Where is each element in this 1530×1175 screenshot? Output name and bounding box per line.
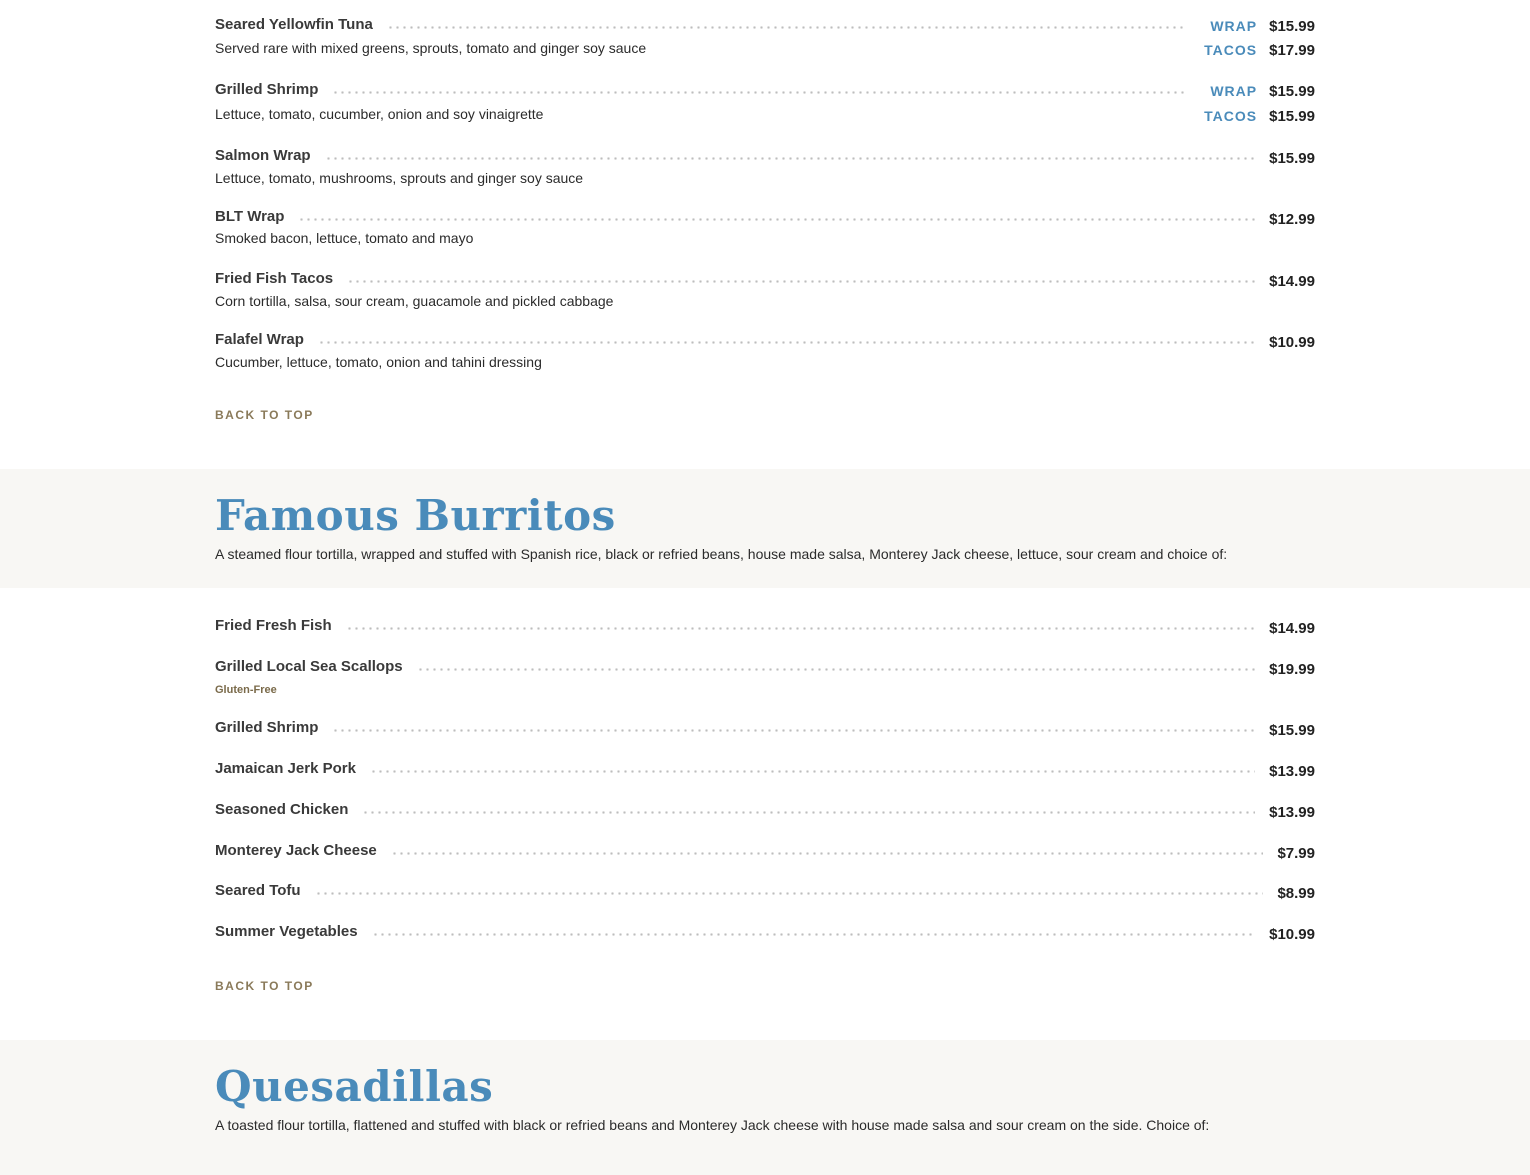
item-name: Jamaican Jerk Pork <box>215 760 356 777</box>
dot-leader <box>346 627 1255 630</box>
item-description: Served rare with mixed greens, sprouts, tomato and ginger soy sauce <box>215 40 647 56</box>
dot-leader <box>332 91 1184 94</box>
menu-item-salmon-wrap <box>215 145 1315 188</box>
menu-item-seared-yellowfin-tuna <box>215 14 1315 62</box>
item-name: Fried Fresh Fish <box>215 617 332 634</box>
menu-item-seared-tofu <box>215 880 1315 902</box>
back-to-top-link[interactable]: BACK TO TOP <box>215 979 314 993</box>
menu-item-seasoned-chicken <box>215 799 1315 821</box>
price-option-wrap <box>1210 14 1315 38</box>
price: $7.99 <box>1277 844 1315 862</box>
gluten-free-tag: Gluten-Free <box>215 684 277 696</box>
option-label: TACOS <box>1204 108 1258 124</box>
dot-leader <box>318 341 1255 344</box>
price: $14.99 <box>1269 619 1315 637</box>
menu-item-grilled-shrimp <box>215 717 1315 739</box>
option-label: WRAP <box>1210 83 1258 99</box>
menu-item-fried-fish-tacos <box>215 268 1315 311</box>
item-name: Grilled Shrimp <box>215 81 319 98</box>
dot-leader <box>372 933 1256 936</box>
dot-leader <box>325 157 1256 160</box>
menu-item-grilled-local-sea-scallops <box>215 656 1315 698</box>
item-name: Grilled Local Sea Scallops <box>215 658 403 675</box>
item-name: BLT Wrap <box>215 208 285 225</box>
menu-item-falafel-wrap <box>215 329 1315 372</box>
dot-leader <box>332 729 1255 732</box>
item-name: Monterey Jack Cheese <box>215 842 377 859</box>
item-name: Fried Fish Tacos <box>215 270 334 287</box>
price-option-tacos <box>1204 38 1315 62</box>
item-description: Cucumber, lettuce, tomato, onion and tahini dressing <box>215 354 542 370</box>
section-title: Famous Burritos <box>215 491 616 540</box>
price: $8.99 <box>1277 884 1315 902</box>
dot-leader <box>298 218 1255 221</box>
item-description: Smoked bacon, lettuce, tomato and mayo <box>215 230 474 246</box>
dot-leader <box>387 26 1184 29</box>
menu-item-fried-fresh-fish <box>215 615 1315 637</box>
item-name: Seared Yellowfin Tuna <box>215 16 373 33</box>
price: $12.99 <box>1269 210 1315 228</box>
option-label: TACOS <box>1204 42 1258 58</box>
item-name: Falafel Wrap <box>215 331 304 348</box>
price: $15.99 <box>1269 107 1315 125</box>
price: $14.99 <box>1269 272 1315 290</box>
price: $10.99 <box>1269 333 1315 351</box>
menu-item-summer-vegetables <box>215 921 1315 943</box>
dot-leader <box>362 811 1255 814</box>
menu-item-grilled-shrimp-wrap <box>215 79 1315 128</box>
price: $17.99 <box>1269 41 1315 59</box>
dot-leader <box>391 852 1264 855</box>
item-description: Corn tortilla, salsa, sour cream, guacamole and pickled cabbage <box>215 293 614 309</box>
section-header-famous-burritos <box>0 469 1530 588</box>
price: $15.99 <box>1269 149 1315 167</box>
price-option-wrap <box>1210 79 1315 103</box>
price: $13.99 <box>1269 762 1315 780</box>
section-description: A toasted flour tortilla, flattened and stuffed with black or refried beans and Monterey Jack cheese with house made salsa and sour cream on the side. Choice of: <box>215 1117 1210 1133</box>
item-name: Salmon Wrap <box>215 147 311 164</box>
option-label: WRAP <box>1210 18 1258 34</box>
price: $15.99 <box>1269 17 1315 35</box>
item-description: Lettuce, tomato, mushrooms, sprouts and ginger soy sauce <box>215 170 584 186</box>
price: $15.99 <box>1269 82 1315 100</box>
price: $15.99 <box>1269 721 1315 739</box>
item-name: Grilled Shrimp <box>215 719 319 736</box>
dot-leader <box>347 280 1255 283</box>
section-header-quesadillas <box>0 1040 1530 1175</box>
price: $19.99 <box>1269 660 1315 678</box>
menu-item-blt-wrap <box>215 206 1315 248</box>
section-title: Quesadillas <box>215 1062 494 1111</box>
item-name: Summer Vegetables <box>215 923 358 940</box>
price: $13.99 <box>1269 803 1315 821</box>
section-description: A steamed flour tortilla, wrapped and stuffed with Spanish rice, black or refried beans, house made salsa, Monterey Jack cheese, lettuce, sour cream and choice of: <box>215 546 1228 562</box>
item-description: Lettuce, tomato, cucumber, onion and soy vinaigrette <box>215 106 544 122</box>
price-option-tacos <box>1204 104 1315 128</box>
price: $10.99 <box>1269 925 1315 943</box>
menu-item-jamaican-jerk-pork <box>215 758 1315 780</box>
dot-leader <box>417 668 1256 671</box>
item-name: Seared Tofu <box>215 882 301 899</box>
dot-leader <box>315 892 1264 895</box>
menu-item-monterey-jack-cheese <box>215 840 1315 862</box>
item-name: Seasoned Chicken <box>215 801 349 818</box>
back-to-top-link[interactable]: BACK TO TOP <box>215 408 314 422</box>
dot-leader <box>370 770 1255 773</box>
